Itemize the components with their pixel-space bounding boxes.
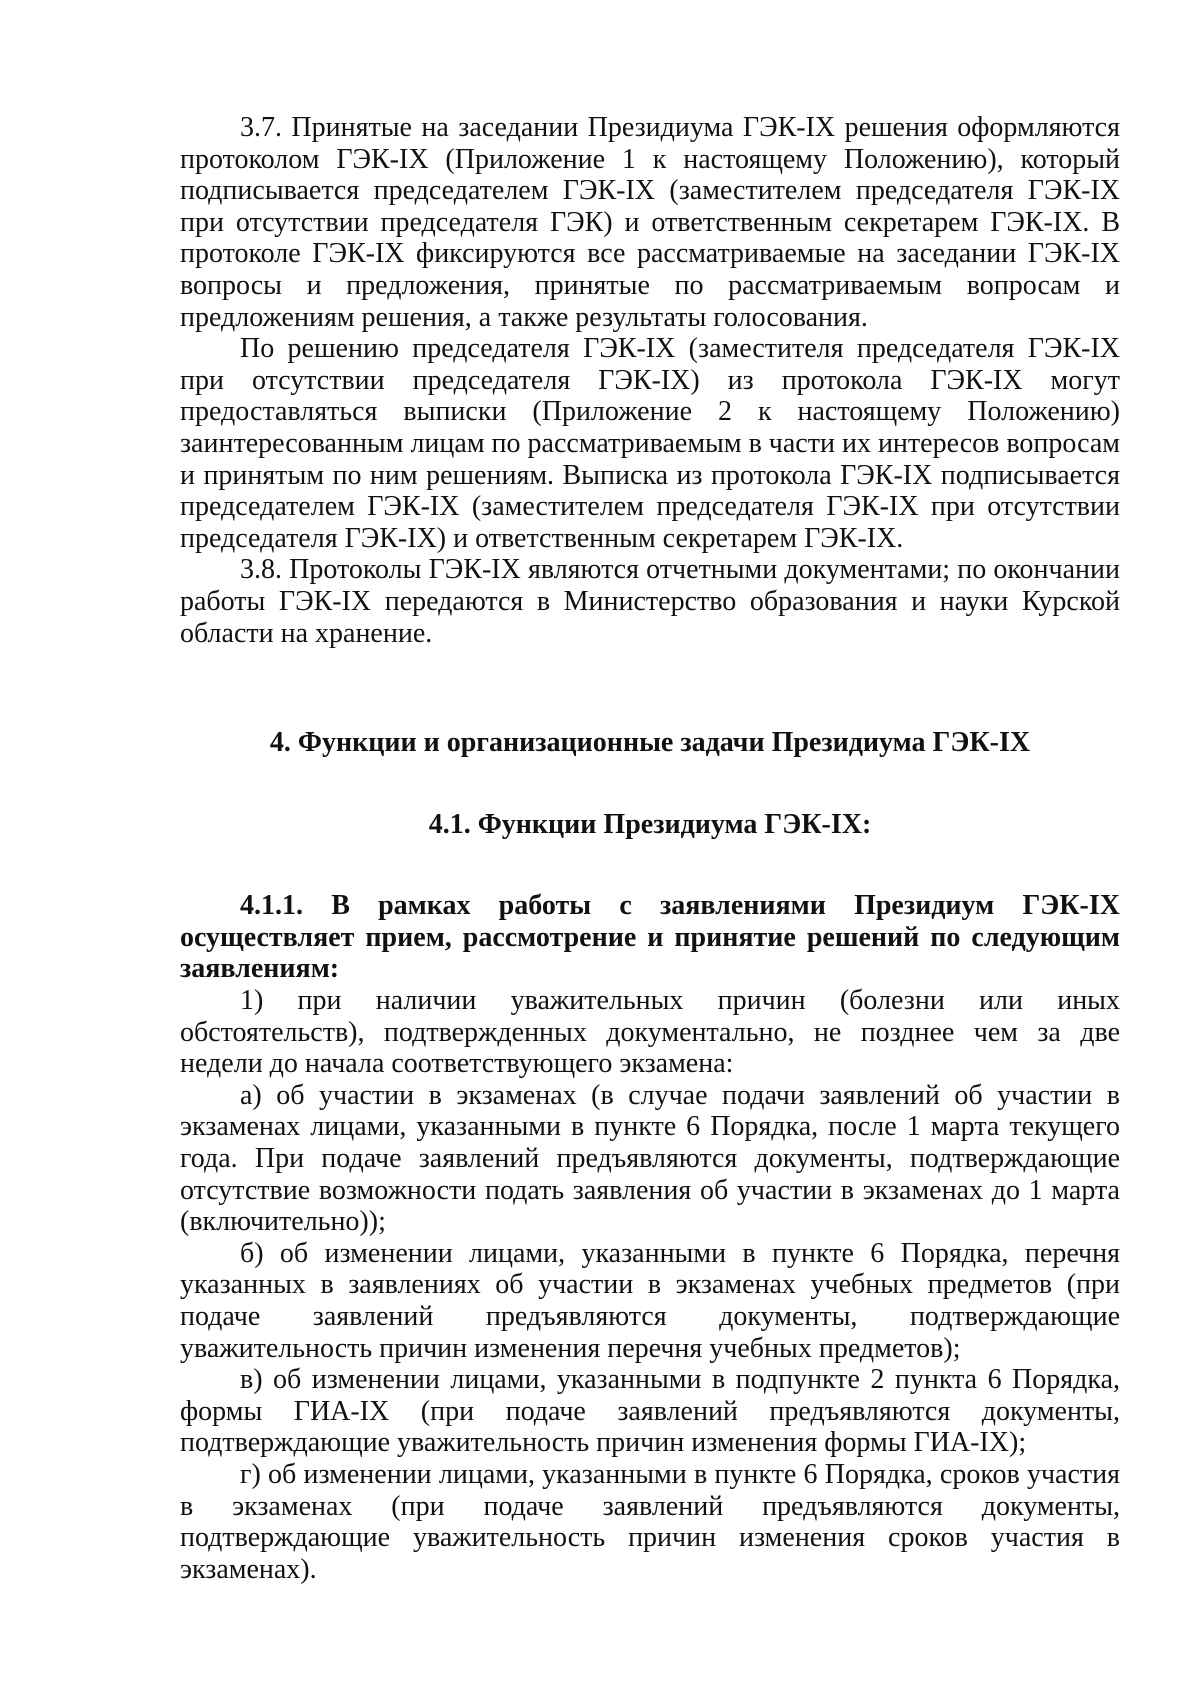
section-4-heading: 4. Функции и организационные задачи Президиума ГЭК-IX <box>269 727 1031 759</box>
paragraph-3-8: 3.8. Протоколы ГЭК-IX являются отчетными документами; по окончании работы ГЭК-IX передаются в Министерство образования и науки Курской области на хранение. <box>180 554 1120 649</box>
list-item-b: б) об изменении лицами, указанными в пункте 6 Порядка, перечня указанных в заявлениях об участии в экзаменах учебных предметов (при подаче заявлений предъявляются документы, подтверждающие уважительность причин изменения перечня учебных предметов); <box>180 1237 1120 1364</box>
list-item-g: г) об изменении лицами, указанными в пункте 6 Порядка, сроков участия в экзаменах (при подаче заявлений предъявляются документы, подтверждающие уважительность причин изменения сроков участия в экзаменах). <box>180 1458 1120 1585</box>
list-item-a: а) об участии в экзаменах (в случае подачи заявлений об участии в экзаменах лицами, указанными в пункте 6 Порядка, после 1 марта текущего года. При подаче заявлений предъявляются документы, подтверждающие отсутствие возможности подать заявления об участии в экзаменах до 1 марта (включительно)); <box>180 1079 1120 1238</box>
list-item-v: в) об изменении лицами, указанными в подпункте 2 пункта 6 Порядка, формы ГИА-IX (при подаче заявлений предъявляются документы, подтверждающие уважительность причин изменения формы ГИА-IX); <box>180 1364 1120 1459</box>
paragraph-3-7: 3.7. Принятые на заседании Президиума ГЭК-IX решения оформляются протоколом ГЭК-IX (Приложение 1 к настоящему Положению), который подписывается председателем ГЭК-IX (заместителем председателя ГЭК-IX при отсутствии председателя ГЭК) и ответственным секретарем ГЭК-IX. В протоколе ГЭК-IX фиксируются все рассматриваемые на заседании ГЭК-IX вопросы и предложения, принятые по рассматриваемым вопросам и предложениям решения, а также результаты голосования. <box>180 112 1120 333</box>
document-page <box>180 112 1120 1585</box>
list-item-1: 1) при наличии уважительных причин (болезни или иных обстоятельств), подтвержденных документально, не позднее чем за две недели до начала соответствующего экзамена: <box>180 985 1120 1080</box>
spacer <box>180 840 1120 890</box>
paragraph-4-1-1: 4.1.1. В рамках работы с заявлениями Президиум ГЭК-IX осуществляет прием, рассмотрение и принятие решений по следующим заявлениям: <box>180 890 1120 985</box>
spacer <box>180 649 1120 727</box>
section-4-1-heading: 4.1. Функции Президиума ГЭК-IX: <box>428 808 872 840</box>
paragraph-extracts: По решению председателя ГЭК-IX (заместителя председателя ГЭК-IX при отсутствии председателя ГЭК-IX) из протокола ГЭК-IX могут предоставляться выписки (Приложение 2 к настоящему Положению) заинтересованным лицам по рассматриваемым в части их интересов вопросам и принятым по ним решениям. Выписка из протокола ГЭК-IX подписывается председателем ГЭК-IX (заместителем председателя ГЭК-IX при отсутствии председателя ГЭК-IX) и ответственным секретарем ГЭК-IX. <box>180 333 1120 554</box>
spacer <box>180 759 1120 809</box>
